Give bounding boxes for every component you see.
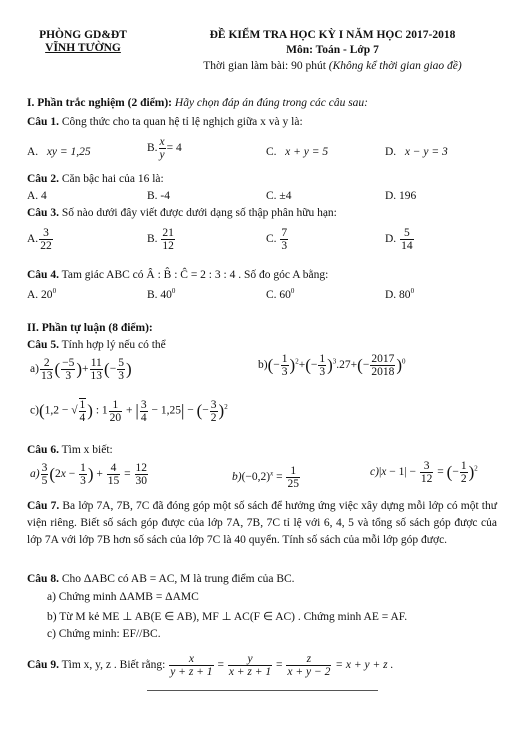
q2-option-b: B. -4 (147, 190, 170, 202)
q1-option-a: A. xy = 1,25 (27, 146, 91, 158)
q4-option-a: A. $20^0$ (27, 287, 57, 301)
q4-text: Câu 4. Tam giác ABC có Â : B̂ : Ĉ = 2 : 3 : 4 . Số đo góc A bằng: (27, 269, 329, 281)
q4-option-d: D. $80^0$ (385, 287, 415, 301)
q2-option-c: C. ±4 (266, 190, 292, 202)
exam-subject: Môn: Toán - Lớp 7 (286, 44, 379, 56)
q7-text: Câu 7. Ba lớp 7A, 7B, 7C đã đóng góp một số sách để hưởng ứng việc xây dựng mỗi lớp có một thư viện riêng. Biết số sách góp được của lớp 7A, 7B, 7C tỉ lệ với 6, 4, 5 và tổng số sách góp được của lớp 7A với lớp 7B hơn số sách của lớp 7C là 40 quyển. Tính số sách của mỗi lớp góp được. (27, 500, 497, 546)
q5-expression-b: b)(− $\frac{1}{3}$ )$^2$+(− $\frac{1}{3}$ )$^3$.27+(− $\frac{2017}{2018}$ )$^0$ (258, 353, 406, 379)
q6-equation-b: $b)(-0,2)^x$ = $\frac{1}{25}$ (232, 465, 299, 491)
district-name: VĨNH TƯỜNG (45, 42, 121, 54)
q8-part-c: c) Chứng minh: EF//BC. (47, 628, 161, 640)
q2-text: Câu 2. Căn bậc hai của 16 là: (27, 173, 164, 185)
q5-expression-c: c)(1,2 − √ $\frac{1}{4}$ ) : 1 $\frac{1}{20}$ + | $\frac{3}{4}$ − 1,25| − (− $\frac{3}{2}$ )$^2$ (30, 398, 228, 425)
q6-equation-c: c)|x − 1| − $\frac{3}{12}$ = (− $\frac{1}{2}$ )$^2$ (370, 460, 478, 486)
q6-equation-a: a) $\frac{3}{5}$ (2x − $\frac{1}{3}$ ) + $\frac{4}{15}$ = $\frac{12}{30}$ (30, 462, 148, 488)
q4-option-c: C. $60^0$ (266, 287, 295, 301)
q6-text: Câu 6. Tìm x biết: (27, 444, 113, 456)
q9-text: Câu 9. Tìm x, y, z . Biết rằng: $\frac{x}{y + z + 1}$ = $\frac{y}{x + z + 1}$ = $\frac{z}{x + y - 2}$ = x + y + z . (27, 653, 394, 679)
q1-option-c: C. x + y = 5 (266, 146, 329, 158)
q3-option-a: A. $\frac{3}{22}$ (27, 227, 52, 253)
dept-name: PHÒNG GD&ĐT (39, 29, 127, 41)
q8-text: Câu 8. Cho ΔABC có AB = AC, M là trung điểm của BC. (27, 573, 295, 585)
q5-expression-a: a) $\frac{2}{13}$ ( $\frac{-5}{3}$ )+ $\frac{11}{13}$ (− $\frac{5}{3}$ ) (30, 357, 132, 383)
exam-time: Thời gian làm bài: 90 phút (Không kể thời gian giao đề) (203, 60, 462, 72)
q2-option-a: A. 4 (27, 190, 47, 202)
q4-option-b: B. $40^0$ (147, 287, 176, 301)
q1-text: Câu 1. Công thức cho ta quan hệ tỉ lệ nghịch giữa x và y là: (27, 116, 303, 128)
part2-heading: II. Phần tự luận (8 điểm): (27, 322, 153, 334)
q1-option-b: B. $\frac{x}{y}$ = 4 (147, 136, 182, 162)
q8-part-b: b) Từ M kẻ ME ⊥ AB(E ∈ AB), MF ⊥ AC(F ∈ AC) . Chứng minh AE = AF. (47, 611, 408, 623)
end-divider (147, 690, 378, 691)
q2-option-d: D. 196 (385, 190, 417, 202)
q3-option-b: B. $\frac{21}{12}$ (147, 227, 174, 253)
q3-option-d: D. $\frac{5}{14}$ (385, 227, 413, 253)
q3-option-c: C. $\frac{7}{3}$ (266, 227, 288, 253)
q5-text: Câu 5. Tính hợp lý nếu có thể (27, 339, 166, 351)
part1-heading: I. Phần trắc nghiệm (2 điểm): Hãy chọn đáp án đúng trong các câu sau: (27, 97, 369, 109)
q8-part-a: a) Chứng minh ΔAMB = ΔAMC (47, 591, 199, 603)
q1-option-d: D. x − y = 3 (385, 146, 448, 158)
exam-title: ĐỀ KIỂM TRA HỌC KỲ I NĂM HỌC 2017-2018 (209, 29, 456, 41)
q3-text: Câu 3. Số nào dưới đây viết được dưới dạng số thập phân hữu hạn: (27, 207, 337, 219)
